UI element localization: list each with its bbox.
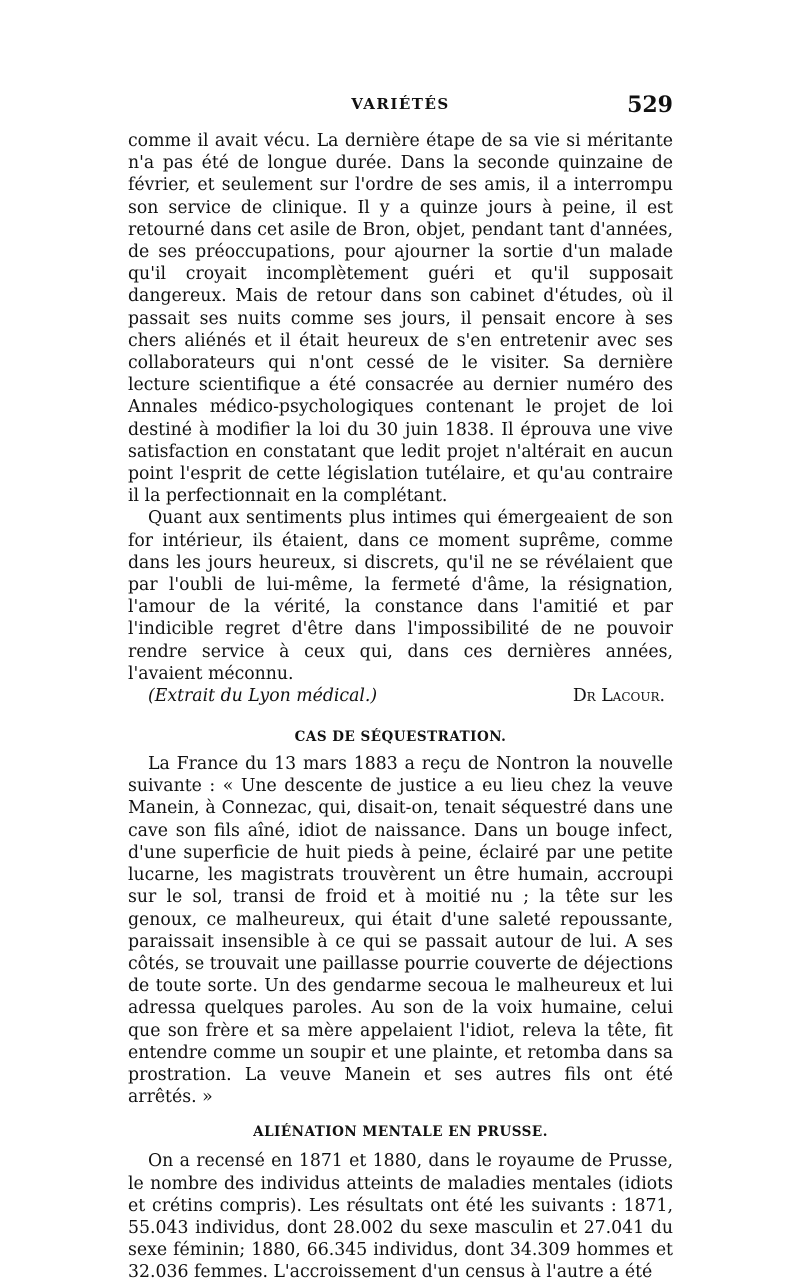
section-title-sequestration: CAS DE SÉQUESTRATION.: [294, 729, 507, 746]
author-name: Dr Lacour.: [572, 686, 665, 707]
obituary-signature: [128, 685, 673, 707]
page-header: [128, 92, 673, 121]
running-head: VARIÉTÉS: [351, 95, 450, 113]
paragraph-obituary-continued: comme il avait vécu. La dernière étape de sa vie si méritante n'a pas été de longue durée. Dans la seconde quinzaine de février, et seulement sur l'ordre de ses amis, il a interrompu son service de clinique. Il y a quinze jours à peine, il est retourné dans cet asile de Bron, objet, pendant tant d'années, de ses préoccupations, pour ajourner la sortie d'un malade qu'il croyait incomplètement guéri et qu'il supposait dangereux. Mais de retour dans son cabinet d'études, où il passait ses nuits comme ses jours, il pensait encore à ses chers aliénés et il était heureux de s'en entretenir avec ses collaborateurs qui n'ont cessé de le visiter. Sa dernière lecture scientifique a été consacrée au dernier numéro des Annales médico-psychologiques contenant le projet de loi destiné à modifier la loi du 30 juin 1838. Il éprouva une vive satisfaction en constatant que ledit projet n'altérait en aucun point l'esprit de cette législation tutélaire, et qu'au contraire il la perfectionnait en la complétant.: [128, 131, 673, 507]
section-title-prusse: ALIÉNATION MENTALE EN PRUSSE.: [253, 1124, 548, 1141]
paragraph-obituary-sentiments: Quant aux sentiments plus intimes qui émergeaient de son for intérieur, ils étaient, dans ce moment suprême, comme dans les jours heureux, si discrets, qu'il ne se révélaient que par l'oubli de lui-même, la fermeté d'âme, la résignation, l'amour de la vérité, la constance dans l'amitié et par l'indicible regret d'être dans l'impossibilité de ne pouvoir rendre service à ceux qui, dans ces dernières années, l'avaient méconnu.: [128, 508, 673, 684]
paragraph-prusse: On a recensé en 1871 et 1880, dans le royaume de Prusse, le nombre des individus atteints de maladies mentales (idiots et crétins compris). Les résultats ont été les suivants : 1871, 55.043 individus, dont 28.002 du sexe masculin et 27.041 du sexe féminin; 1880, 66.345 individus, dont 34.309 hommes et 32.036 femmes. L'accroissement d'un census à l'autre a été: [128, 1151, 673, 1283]
paragraph-sequestration: La France du 13 mars 1883 a reçu de Nontron la nouvelle suivante : « Une descente de justice a eu lieu chez la veuve Manein, à Connezac, qui, disait-on, tenait séquestré dans une cave son fils aîné, idiot de naissance. Dans un bouge infect, d'une superficie de huit pieds à peine, éclairé par une petite lucarne, les magistrats trouvèrent un être humain, accroupi sur le sol, transi de froid et à moitié nu ; la tête sur les genoux, ce malheureux, qui était d'une saleté repoussante, paraissait insensible à ce qui se passait autour de lui. A ses côtés, se trouvait une paillasse pourrie couverte de déjections de toute sorte. Un des gendarme secoua le malheureux et lui adressa quelques paroles. Au son de la voix humaine, celui que son frère et sa mère appelaient l'idiot, releva la tête, fit entendre comme un soupir et une plainte, et retomba dans sa prostration. La veuve Manein et ses autres fils ont été arrêtés. »: [128, 754, 673, 1108]
page-body: [128, 130, 673, 1284]
source-citation: (Extrait du Lyon médical.): [148, 686, 378, 707]
page-number: 529: [627, 92, 673, 118]
